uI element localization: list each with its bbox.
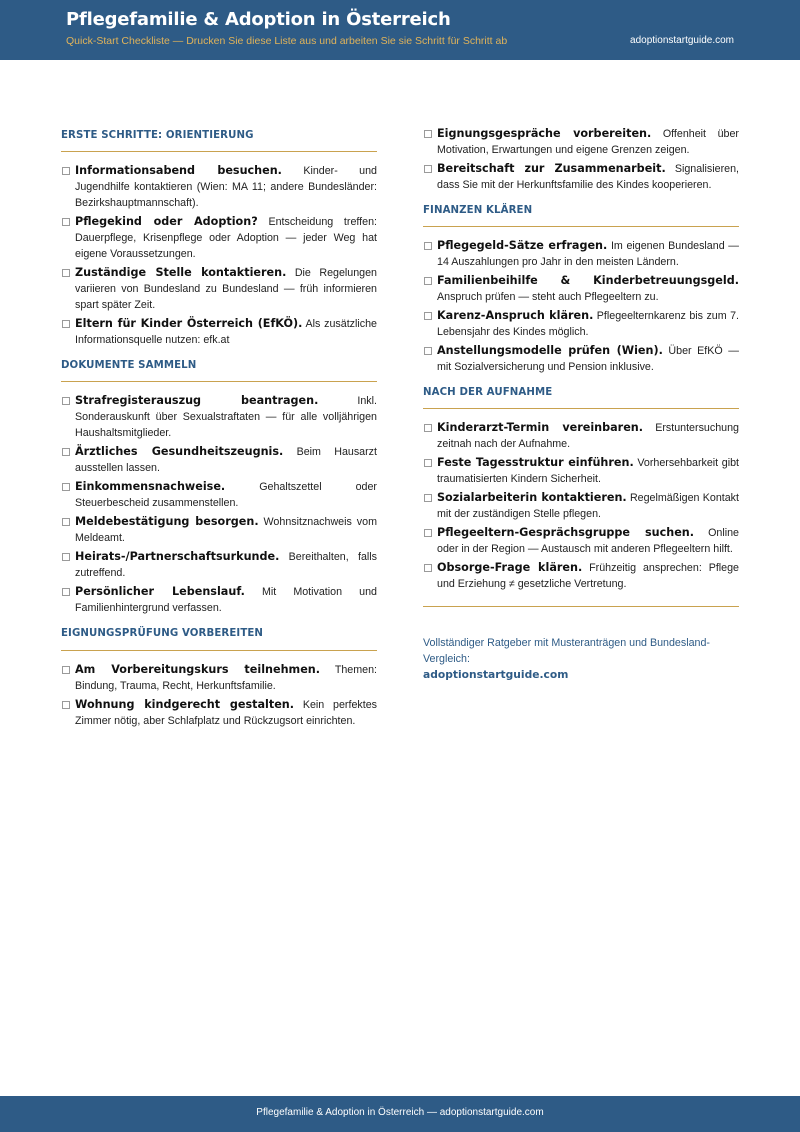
section-eignungspruefung-continued <box>423 126 739 193</box>
checklist-item[interactable] <box>61 393 377 441</box>
item-lead: Pflegegeld-Sätze erfragen. <box>437 239 608 253</box>
checklist-item[interactable] <box>423 560 739 592</box>
item-text: Über EfKÖ — mit Sozialversicherung und Pension inklusive. <box>437 345 739 374</box>
section-title: DOKUMENTE SAMMELN <box>61 360 377 382</box>
checkbox-icon[interactable] <box>62 666 70 674</box>
checklist-item[interactable] <box>61 316 377 348</box>
item-lead: Feste Tagesstruktur einführen. <box>437 456 634 470</box>
section-title: NACH DER AUFNAHME <box>423 387 739 409</box>
page-header <box>0 0 800 60</box>
checkbox-icon[interactable] <box>62 588 70 596</box>
page-subtitle: Quick-Start Checkliste — Drucken Sie diese Liste aus und arbeiten Sie sie Schritt für Schritt ab <box>66 35 508 47</box>
item-lead: Ärztliches Gesundheitszeugnis. <box>75 445 284 459</box>
checklist-item[interactable] <box>61 549 377 581</box>
item-lead: Obsorge-Frage klären. <box>437 561 583 575</box>
checkbox-icon[interactable] <box>424 424 432 432</box>
item-lead: Karenz-Anspruch klären. <box>437 309 594 323</box>
item-text: Beim Hausarzt ausstellen lassen. <box>75 446 377 475</box>
checklist-item[interactable] <box>423 308 739 340</box>
divider <box>423 606 739 607</box>
section-nach-der-aufnahme <box>423 387 739 592</box>
checkbox-icon[interactable] <box>424 277 432 285</box>
section-title: FINANZEN KLÄREN <box>423 205 739 227</box>
item-lead: Bereitschaft zur Zusammenarbeit. <box>437 162 666 175</box>
guide-link[interactable]: adoptionstartguide.com <box>423 668 569 682</box>
item-text: Kinder- und Jugendhilfe kontaktieren (Wien: MA 11; andere Bundesländer: Bezirkshauptmannschaft). <box>75 165 377 210</box>
item-lead: Pflegekind oder Adoption? <box>75 215 258 229</box>
checklist-item[interactable] <box>61 163 377 211</box>
checkbox-icon[interactable] <box>62 483 70 491</box>
item-lead: Pflegeeltern-Gesprächsgruppe suchen. <box>437 526 695 540</box>
checkbox-icon[interactable] <box>424 242 432 250</box>
checklist-item[interactable] <box>61 514 377 546</box>
checklist-item[interactable] <box>423 161 739 193</box>
item-lead: Einkommensnachweise. <box>75 480 226 494</box>
item-text: Regelmäßigen Kontakt mit der zuständigen Stelle pflegen. <box>437 492 739 521</box>
checkbox-icon[interactable] <box>424 130 432 138</box>
checklist-item[interactable] <box>423 455 739 487</box>
item-text: Entscheidung treffen: Dauerpflege, Krisenpflege oder Adoption — jeder Weg hat eigene Voraussetzungen. <box>75 216 377 261</box>
guide-note <box>423 635 739 683</box>
item-text: Wohnsitznachweis vom Meldeamt. <box>75 516 377 545</box>
item-text: Themen: Bindung, Trauma, Recht, Herkunftsfamilie. <box>75 663 378 692</box>
section-orientierung <box>61 130 377 348</box>
section-eignungspruefung <box>61 628 377 728</box>
checklist-item[interactable] <box>61 214 377 262</box>
guide-note-text: Vollständiger Ratgeber mit Musteranträgen und Bundesland-Vergleich: <box>423 637 710 666</box>
item-lead: Anstellungsmodelle prüfen (Wien). <box>437 344 663 358</box>
item-lead: Heirats-/Partnerschaftsurkunde. <box>75 550 280 564</box>
item-text: Im eigenen Bundesland — 14 Auszahlungen pro Jahr in den meisten Ländern. <box>437 240 739 269</box>
checkbox-icon[interactable] <box>62 448 70 456</box>
checklist-item[interactable] <box>423 126 739 158</box>
checkbox-icon[interactable] <box>62 218 70 226</box>
checklist-item[interactable] <box>423 490 739 522</box>
section-finanzen <box>423 205 739 375</box>
checklist-item[interactable] <box>423 273 739 305</box>
item-lead: Am Vorbereitungskurs teilnehmen. <box>75 662 321 676</box>
item-text: Signalisieren, dass Sie mit der Herkunftsfamilie des Kindes kooperieren. <box>437 163 739 191</box>
checkbox-icon[interactable] <box>62 701 70 709</box>
item-text: Offenheit über Motivation, Erwartungen und eigene Grenzen zeigen. <box>437 128 739 156</box>
section-title: ERSTE SCHRITTE: ORIENTIERUNG <box>61 130 377 152</box>
item-text: Vorhersehbarkeit gibt traumatisierten Kindern Sicherheit. <box>437 457 739 486</box>
item-lead: Wohnung kindgerecht gestalten. <box>75 697 294 711</box>
checkbox-icon[interactable] <box>62 518 70 526</box>
footer-text: Pflegefamilie & Adoption in Österreich — adoptionstartguide.com <box>256 1107 544 1118</box>
item-lead: Meldebestätigung besorgen. <box>75 515 259 529</box>
item-text: Inkl. Sonderauskunft über Sexualstraftaten — für alle volljährigen Haushaltsmitglieder. <box>75 395 377 440</box>
item-text: Anspruch prüfen — steht auch Pflegeeltern zu. <box>437 291 659 304</box>
page-footer <box>0 1096 800 1132</box>
item-lead: Eltern für Kinder Österreich (EfKÖ). <box>75 317 303 331</box>
checkbox-icon[interactable] <box>62 397 70 405</box>
item-lead: Persönlicher Lebenslauf. <box>75 585 245 599</box>
checkbox-icon[interactable] <box>62 320 70 328</box>
checklist-item[interactable] <box>61 265 377 313</box>
section-dokumente <box>61 360 377 616</box>
checkbox-icon[interactable] <box>424 494 432 502</box>
item-text: Pflegeelternkarenz bis zum 7. Lebensjahr des Kindes möglich. <box>437 310 739 339</box>
checklist-item[interactable] <box>61 479 377 511</box>
checklist-item[interactable] <box>61 697 377 729</box>
item-text: Online oder in der Region — Austausch mit anderen Pflegeeltern hilft. <box>437 527 739 556</box>
checklist-item[interactable] <box>423 420 739 452</box>
checklist-item[interactable] <box>423 525 739 557</box>
item-text: Als zusätzliche Informationsquelle nutzen: efk.at <box>75 318 377 347</box>
left-column <box>61 126 377 741</box>
item-lead: Familienbeihilfe & Kinderbetreuungsgeld. <box>437 274 739 288</box>
checklist-item[interactable] <box>423 238 739 270</box>
checklist-item[interactable] <box>61 584 377 616</box>
checkbox-icon[interactable] <box>424 529 432 537</box>
item-lead: Eignungsgespräche vorbereiten. <box>437 127 652 140</box>
page-title: Pflegefamilie & Adoption in Österreich <box>66 9 451 30</box>
item-text: Die Regelungen variieren von Bundesland zu Bundesland — früh informieren spart später Zeit. <box>75 267 377 312</box>
item-lead: Kinderarzt-Termin vereinbaren. <box>437 421 643 435</box>
item-text: Erstuntersuchung zeitnah nach der Aufnahme. <box>437 422 739 451</box>
checkbox-icon[interactable] <box>424 312 432 320</box>
checkbox-icon[interactable] <box>62 553 70 561</box>
checkbox-icon[interactable] <box>424 564 432 572</box>
checkbox-icon[interactable] <box>424 459 432 467</box>
item-lead: Strafregisterauszug beantragen. <box>75 394 319 408</box>
checkbox-icon[interactable] <box>62 269 70 277</box>
item-text: Kein perfektes Zimmer nötig, aber Schlafplatz und Rückzugsort einrichten. <box>75 698 377 727</box>
right-column <box>423 126 739 683</box>
item-text: Gehaltszettel oder Steuerbescheid zusammenstellen. <box>75 481 377 510</box>
checklist-item[interactable] <box>423 343 739 375</box>
checklist-item[interactable] <box>61 444 377 476</box>
checkbox-icon[interactable] <box>62 167 70 175</box>
checkbox-icon[interactable] <box>424 165 432 173</box>
item-text: Bereithalten, falls zutreffend. <box>75 551 377 580</box>
item-lead: Sozialarbeiterin kontaktieren. <box>437 491 627 505</box>
checklist-item[interactable] <box>61 662 377 694</box>
item-lead: Zuständige Stelle kontaktieren. <box>75 266 287 280</box>
checkbox-icon[interactable] <box>424 347 432 355</box>
item-lead: Informationsabend besuchen. <box>75 164 282 178</box>
header-url[interactable]: adoptionstartguide.com <box>630 35 734 46</box>
section-title: EIGNUNGSPRÜFUNG VORBEREITEN <box>61 628 377 650</box>
item-text: Mit Motivation und Familienhintergrund verfassen. <box>75 586 377 615</box>
item-text: Frühzeitig ansprechen: Pflege und Erziehung ≠ gesetzliche Vertretung. <box>437 562 739 591</box>
